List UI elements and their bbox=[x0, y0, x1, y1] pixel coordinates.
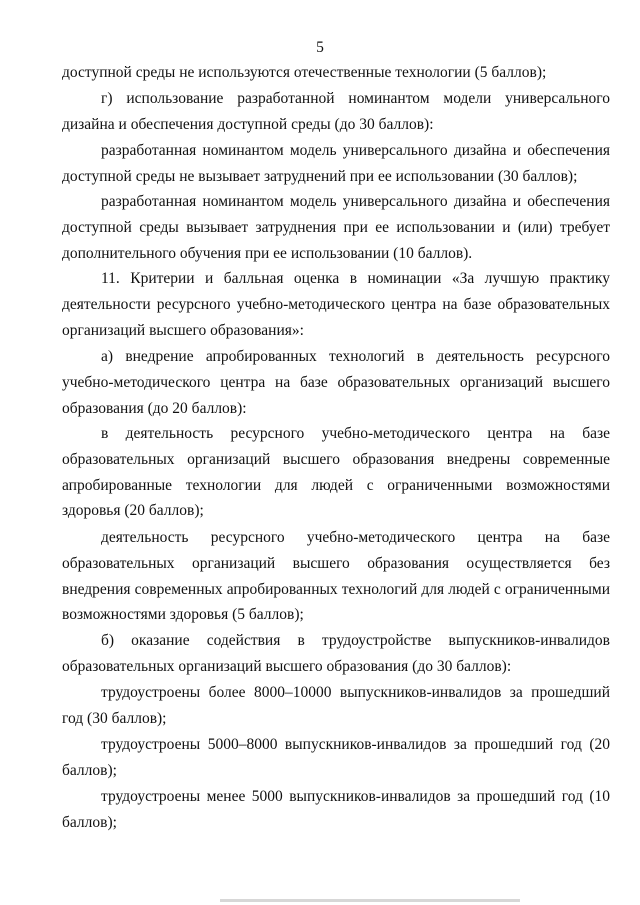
paragraph-employed-20: трудоустроены 5000–8000 выпускников-инвалидов за прошедший год (20 баллов); bbox=[62, 736, 610, 779]
paragraph-continuation: доступной среды не используются отечественные технологии (5 баллов); bbox=[62, 64, 547, 81]
paragraph-item-a: а) внедрение апробированных технологий в деятельность ресурсного учебно-методического центра на базе образовательных организаций высшего образования (до 20 баллов): bbox=[62, 348, 610, 417]
paragraph-score-5: деятельность ресурсного учебно-методического центра на базе образовательных организаций высшего образования осуществляется без внедрения современных апробированных технологий для людей с ограниченными возможностями здоровья (5 баллов); bbox=[62, 529, 610, 624]
scan-edge-mark bbox=[220, 899, 520, 902]
paragraph-score-20: в деятельность ресурсного учебно-методического центра на базе образовательных организаций высшего образования внедрены современные апробированные технологии для людей с ограниченными возможностями здоровья (20 баллов); bbox=[62, 425, 610, 520]
paragraph-employed-10: трудоустроены менее 5000 выпускников-инвалидов за прошедший год (10 баллов); bbox=[62, 788, 610, 831]
paragraph-section-11: 11. Критерии и балльная оценка в номинации «За лучшую практику деятельности ресурсного учебно-методического центра на базе образовательных организаций высшего образования»: bbox=[62, 270, 610, 339]
page-number: 5 bbox=[316, 39, 324, 56]
paragraph-item-b: б) оказание содействия в трудоустройстве выпускников-инвалидов образовательных организаций высшего образования (до 30 баллов): bbox=[62, 632, 610, 675]
paragraph-score-10: разработанная номинантом модель универсального дизайна и обеспечения доступной среды вызывает затруднения при ее использовании и (или) требует дополнительного обучения при ее использовании (10 баллов). bbox=[62, 193, 610, 262]
paragraph-employed-30: трудоустроены более 8000–10000 выпускников-инвалидов за прошедший год (30 баллов); bbox=[62, 684, 610, 727]
paragraph-score-30: разработанная номинантом модель универсального дизайна и обеспечения доступной среды не вызывает затруднений при ее использовании (30 баллов); bbox=[62, 142, 610, 185]
paragraph-item-g: г) использование разработанной номинантом модели универсального дизайна и обеспечения доступной среды (до 30 баллов): bbox=[62, 90, 610, 133]
